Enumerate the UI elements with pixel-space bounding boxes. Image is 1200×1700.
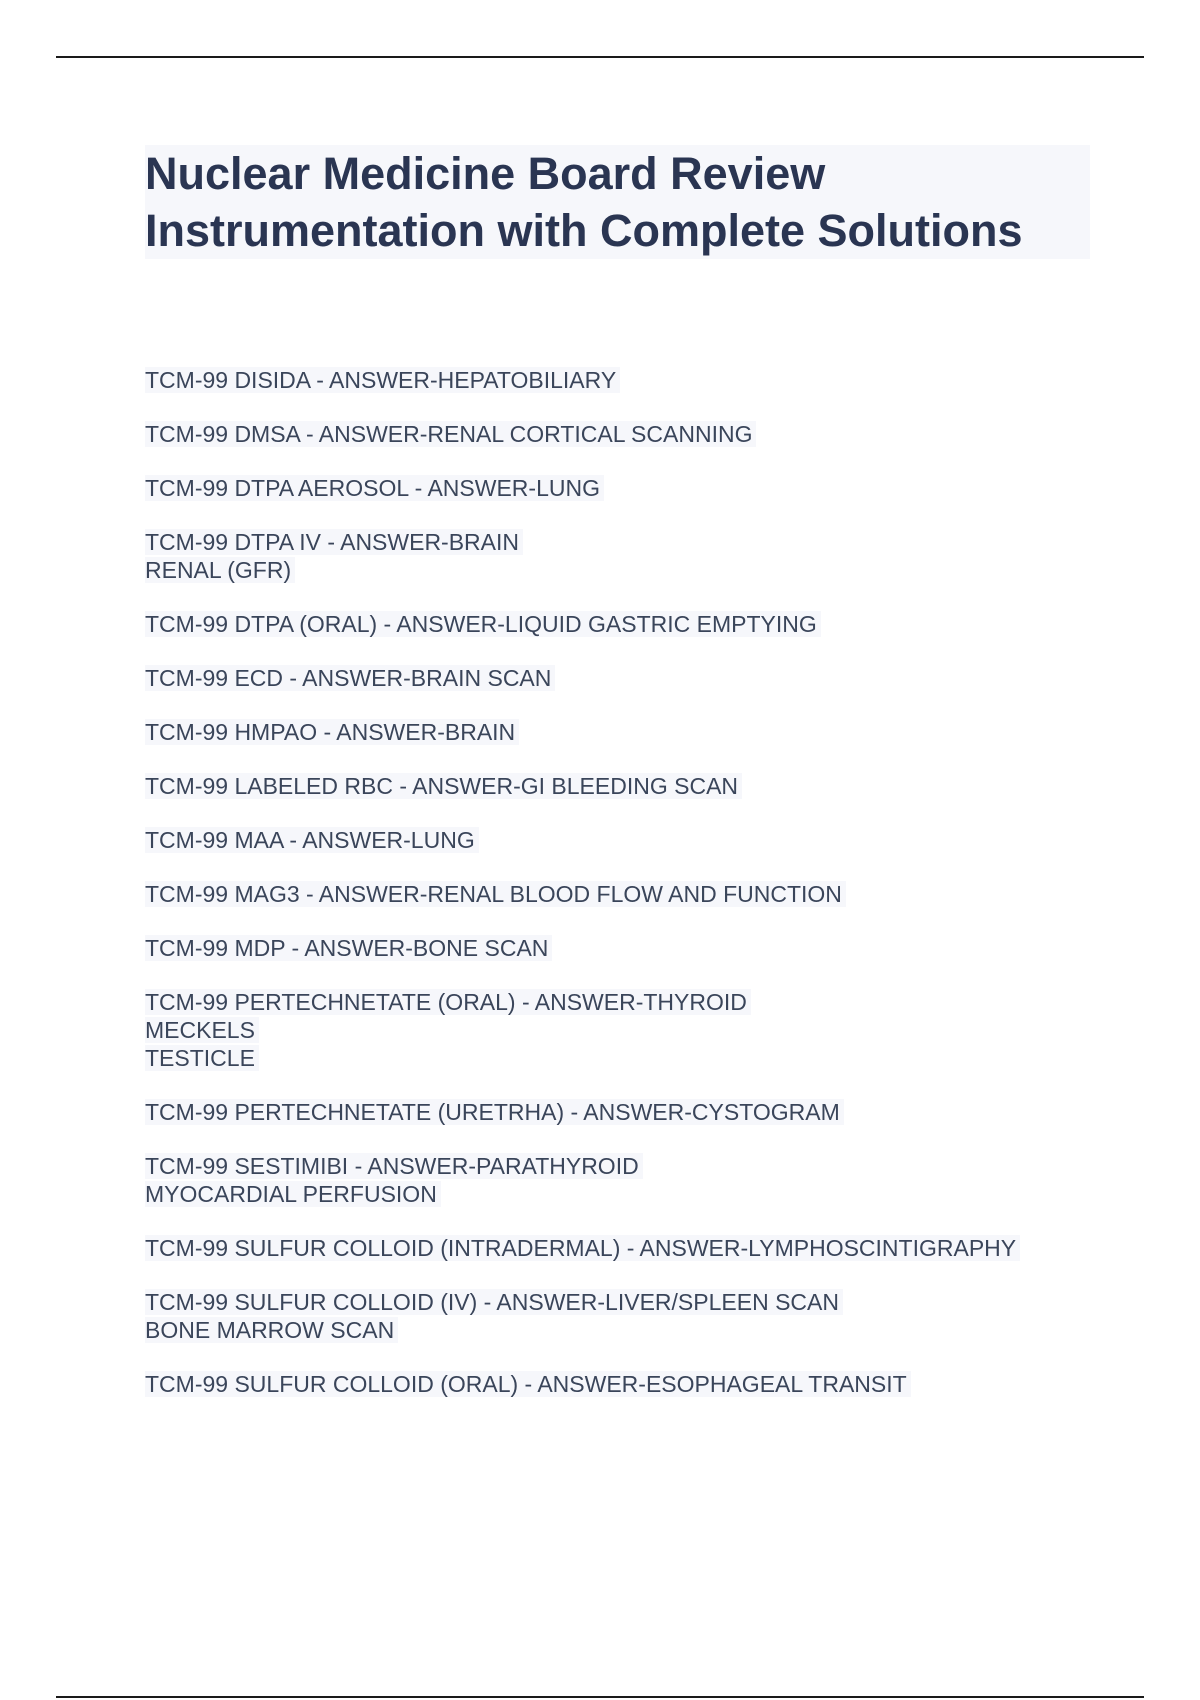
qa-line-text: TCM-99 DISIDA - ANSWER-HEPATOBILIARY — [145, 367, 620, 393]
qa-item — [145, 988, 1135, 1072]
top-divider — [56, 56, 1144, 58]
qa-list — [145, 366, 1135, 1424]
qa-item — [145, 420, 1135, 448]
qa-line-text: TCM-99 DTPA AEROSOL - ANSWER-LUNG — [145, 475, 604, 501]
qa-item — [145, 1288, 1135, 1344]
qa-line-text: MYOCARDIAL PERFUSION — [145, 1181, 441, 1207]
qa-item — [145, 1152, 1135, 1208]
qa-line-text: BONE MARROW SCAN — [145, 1317, 398, 1343]
qa-answer-continuation — [145, 1316, 1135, 1344]
qa-item — [145, 880, 1135, 908]
bottom-divider — [56, 1696, 1144, 1698]
qa-question-line — [145, 1234, 1135, 1262]
qa-item — [145, 528, 1135, 584]
qa-line-text: TCM-99 DTPA IV - ANSWER-BRAIN — [145, 529, 523, 555]
qa-line-text: TCM-99 PERTECHNETATE (URETRHA) - ANSWER-CYSTOGRAM — [145, 1099, 844, 1125]
qa-item — [145, 1370, 1135, 1398]
qa-question-line — [145, 610, 1135, 638]
qa-line-text: TCM-99 MAG3 - ANSWER-RENAL BLOOD FLOW AND FUNCTION — [145, 881, 846, 907]
qa-answer-continuation — [145, 1180, 1135, 1208]
qa-item — [145, 826, 1135, 854]
qa-question-line — [145, 528, 1135, 556]
title-line-1: Nuclear Medicine Board Review — [145, 148, 826, 199]
qa-line-text: TCM-99 SULFUR COLLOID (IV) - ANSWER-LIVER/SPLEEN SCAN — [145, 1289, 843, 1315]
qa-item — [145, 610, 1135, 638]
qa-question-line — [145, 718, 1135, 746]
qa-question-line — [145, 988, 1135, 1016]
qa-question-line — [145, 1288, 1135, 1316]
qa-line-text: TCM-99 LABELED RBC - ANSWER-GI BLEEDING SCAN — [145, 773, 742, 799]
qa-line-text: TCM-99 MAA - ANSWER-LUNG — [145, 827, 479, 853]
qa-line-text: TCM-99 SESTIMIBI - ANSWER-PARATHYROID — [145, 1153, 643, 1179]
qa-line-text: TCM-99 SULFUR COLLOID (ORAL) - ANSWER-ESOPHAGEAL TRANSIT — [145, 1371, 911, 1397]
qa-question-line — [145, 1152, 1135, 1180]
qa-item — [145, 772, 1135, 800]
document-title — [145, 145, 1090, 259]
qa-line-text: TCM-99 SULFUR COLLOID (INTRADERMAL) - ANSWER-LYMPHOSCINTIGRAPHY — [145, 1235, 1020, 1261]
qa-question-line — [145, 826, 1135, 854]
qa-question-line — [145, 664, 1135, 692]
qa-answer-continuation — [145, 1016, 1135, 1044]
qa-item — [145, 474, 1135, 502]
qa-answer-continuation — [145, 556, 1135, 584]
qa-question-line — [145, 366, 1135, 394]
qa-question-line — [145, 1098, 1135, 1126]
qa-line-text: TCM-99 DTPA (ORAL) - ANSWER-LIQUID GASTRIC EMPTYING — [145, 611, 821, 637]
qa-line-text: TCM-99 ECD - ANSWER-BRAIN SCAN — [145, 665, 555, 691]
qa-line-text: TCM-99 MDP - ANSWER-BONE SCAN — [145, 935, 552, 961]
qa-item — [145, 366, 1135, 394]
qa-item — [145, 1234, 1135, 1262]
qa-line-text: TCM-99 HMPAO - ANSWER-BRAIN — [145, 719, 519, 745]
qa-question-line — [145, 420, 1135, 448]
qa-question-line — [145, 1370, 1135, 1398]
qa-question-line — [145, 934, 1135, 962]
qa-item — [145, 1098, 1135, 1126]
qa-line-text: MECKELS — [145, 1017, 259, 1043]
qa-item — [145, 934, 1135, 962]
qa-question-line — [145, 772, 1135, 800]
qa-line-text: TCM-99 PERTECHNETATE (ORAL) - ANSWER-THYROID — [145, 989, 751, 1015]
qa-line-text: TESTICLE — [145, 1045, 259, 1071]
qa-question-line — [145, 474, 1135, 502]
qa-line-text: TCM-99 DMSA - ANSWER-RENAL CORTICAL SCANNING — [145, 421, 756, 447]
qa-item — [145, 718, 1135, 746]
title-heading — [145, 145, 1090, 259]
qa-item — [145, 664, 1135, 692]
qa-question-line — [145, 880, 1135, 908]
qa-answer-continuation — [145, 1044, 1135, 1072]
title-line-2: Instrumentation with Complete Solutions — [145, 205, 1023, 256]
qa-line-text: RENAL (GFR) — [145, 557, 295, 583]
